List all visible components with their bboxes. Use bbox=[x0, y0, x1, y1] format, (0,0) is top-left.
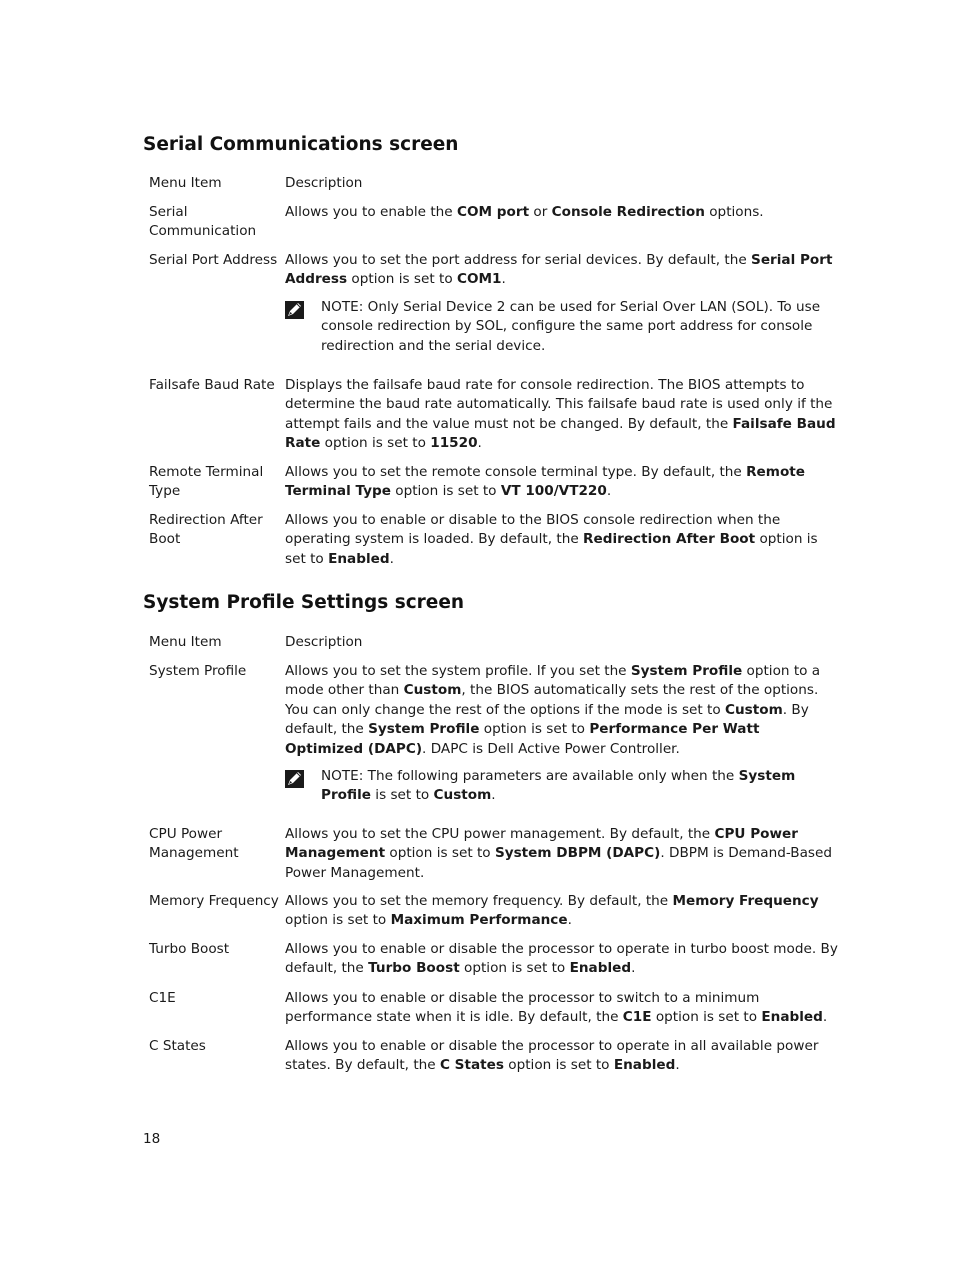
menu-item-header: Menu Item bbox=[149, 634, 222, 650]
bold-term: Custom bbox=[725, 701, 783, 718]
note-text bbox=[321, 298, 840, 356]
bold-term: Turbo Boost bbox=[368, 960, 460, 977]
text-run: . bbox=[606, 483, 612, 500]
text-run: . bbox=[675, 1057, 680, 1074]
text-run: NOTE: bbox=[321, 299, 368, 315]
menu-item-term: Redirection After Boot bbox=[149, 512, 263, 548]
bold-term: 11520 bbox=[430, 435, 478, 452]
menu-item-description bbox=[285, 511, 840, 569]
bold-term: System DBPM (DAPC) bbox=[494, 845, 661, 862]
text-run: Allows you to enable or disable to the BIOS console redirection when the operating system is loaded. By default, the bbox=[285, 512, 781, 548]
menu-item-description bbox=[285, 1037, 840, 1076]
bold-term: Memory Frequency bbox=[672, 893, 819, 909]
description-header: Description bbox=[285, 175, 363, 191]
text-run: option is set to bbox=[347, 271, 457, 288]
text-run: . DAPC is Dell Active Power Controller. bbox=[422, 740, 680, 757]
bold-term: Remote Terminal Type bbox=[285, 464, 806, 500]
menu-item-description bbox=[285, 251, 840, 290]
menu-item-term: Serial Communication bbox=[149, 204, 257, 240]
bold-term: Enabled bbox=[761, 1009, 823, 1026]
menu-item-header: Menu Item bbox=[149, 175, 222, 191]
menu-item-term: CPU Power Management bbox=[149, 826, 239, 862]
menu-item-term: Serial Port Address bbox=[149, 252, 278, 268]
bold-term: C1E bbox=[622, 1009, 652, 1026]
menu-item-term: C States bbox=[149, 1038, 206, 1054]
menu-item-term: System Profile bbox=[149, 663, 247, 679]
bold-term: System Profile bbox=[321, 768, 796, 804]
menu-item-term: C1E bbox=[149, 990, 176, 1006]
bold-term: VT 100/VT220 bbox=[500, 483, 607, 500]
text-run: option is set to bbox=[285, 531, 818, 567]
note-pencil-icon bbox=[285, 300, 305, 320]
text-run: or bbox=[529, 204, 552, 220]
page-number: 18 bbox=[143, 1131, 161, 1147]
text-run: , the BIOS automatically sets the rest of the options. You can only change the rest of the options if the mode is set to bbox=[285, 682, 819, 718]
menu-item-term: Turbo Boost bbox=[149, 941, 230, 957]
text-run: Allows you to enable or disable the processor to operate in turbo boost mode. By default, the bbox=[285, 941, 838, 977]
text-run: . bbox=[631, 960, 636, 977]
bold-term: CPU Power Management bbox=[285, 826, 798, 862]
bold-term: System Profile bbox=[368, 721, 480, 738]
section-title-system-profile: System Profile Settings screen bbox=[143, 592, 465, 613]
bold-term: Enabled bbox=[328, 550, 390, 567]
bold-term: Custom bbox=[433, 787, 492, 804]
text-run: option is set to bbox=[320, 435, 431, 452]
text-run: The following parameters are available only when the bbox=[367, 768, 739, 784]
bold-term: Console Redirection bbox=[551, 204, 705, 220]
bold-term: Performance Per Watt Optimized (DAPC) bbox=[285, 721, 760, 757]
text-run: option is set to bbox=[390, 483, 501, 500]
text-run: Allows you to set the memory frequency. By default, the bbox=[285, 893, 673, 909]
note-text bbox=[321, 767, 840, 806]
menu-item-description bbox=[285, 989, 840, 1028]
bold-term: Failsafe Baud Rate bbox=[285, 415, 836, 452]
text-run: option is set to bbox=[459, 960, 570, 977]
text-run: option is set to bbox=[285, 912, 391, 929]
bold-term: COM1 bbox=[456, 271, 502, 288]
text-run: . DBPM is Demand-Based Power Management. bbox=[285, 845, 833, 881]
menu-item-description bbox=[285, 825, 840, 883]
menu-item-description bbox=[285, 463, 840, 502]
text-run: . By default, the bbox=[285, 701, 809, 738]
text-run: Displays the failsafe baud rate for console redirection. The BIOS attempts to determine the baud rate automatically. This failsafe baud rate is used only if the attempt fails and the value must not be changed. By default, the bbox=[285, 377, 833, 432]
bold-term: C States bbox=[439, 1057, 504, 1074]
menu-item-description bbox=[285, 662, 840, 759]
text-run: option to a mode other than bbox=[285, 663, 821, 699]
text-run: Only Serial Device 2 can be used for Serial Over LAN (SOL). To use console redirection by SOL, configure the same port address for console redirection and the serial device. bbox=[321, 299, 821, 354]
text-run: . bbox=[567, 912, 572, 929]
text-run: . bbox=[491, 787, 496, 804]
text-run: option is set to bbox=[479, 721, 590, 738]
text-run: is set to bbox=[370, 787, 434, 804]
text-run: . bbox=[477, 435, 482, 452]
menu-item-description bbox=[285, 892, 840, 931]
text-run: Allows you to enable or disable the processor to switch to a minimum performance state when it is idle. By default, the bbox=[285, 990, 760, 1026]
text-run: option is set to bbox=[503, 1057, 614, 1074]
bold-term: Enabled bbox=[569, 960, 632, 977]
menu-item-description bbox=[285, 203, 840, 222]
menu-item-description bbox=[285, 376, 840, 454]
bold-term: Serial Port Address bbox=[285, 252, 833, 288]
text-run: . bbox=[822, 1009, 828, 1026]
bold-term: Custom bbox=[403, 682, 462, 699]
bold-term: System Profile bbox=[630, 663, 743, 679]
text-run: Allows you to set the remote console terminal type. By default, the bbox=[285, 464, 747, 480]
text-run: Allows you to set the port address for serial devices. By default, the bbox=[285, 252, 752, 268]
note-pencil-icon bbox=[285, 769, 305, 789]
description-header: Description bbox=[285, 634, 363, 650]
text-run: options. bbox=[704, 204, 764, 220]
menu-item-term: Remote Terminal Type bbox=[149, 464, 264, 500]
bold-term: Redirection After Boot bbox=[583, 531, 756, 548]
text-run: Allows you to set the system profile. If you set the bbox=[285, 663, 631, 679]
menu-item-term: Failsafe Baud Rate bbox=[149, 377, 275, 393]
text-run: . bbox=[501, 271, 506, 288]
section-title-serial: Serial Communications screen bbox=[143, 134, 459, 155]
bold-term: Enabled bbox=[613, 1057, 676, 1074]
text-run: Allows you to set the CPU power management. By default, the bbox=[285, 826, 715, 842]
text-run: Allows you to enable the bbox=[285, 204, 457, 220]
text-run: option is set to bbox=[651, 1009, 762, 1026]
menu-item-description bbox=[285, 940, 840, 979]
text-run: option is set to bbox=[385, 845, 495, 862]
text-run: . bbox=[389, 550, 394, 567]
bold-term: COM port bbox=[457, 204, 530, 220]
menu-item-term: Memory Frequency bbox=[149, 893, 279, 909]
text-run: Allows you to enable or disable the processor to operate in all available power states. By default, the bbox=[285, 1038, 819, 1074]
bold-term: Maximum Performance bbox=[390, 912, 568, 929]
text-run: NOTE: bbox=[321, 768, 368, 784]
